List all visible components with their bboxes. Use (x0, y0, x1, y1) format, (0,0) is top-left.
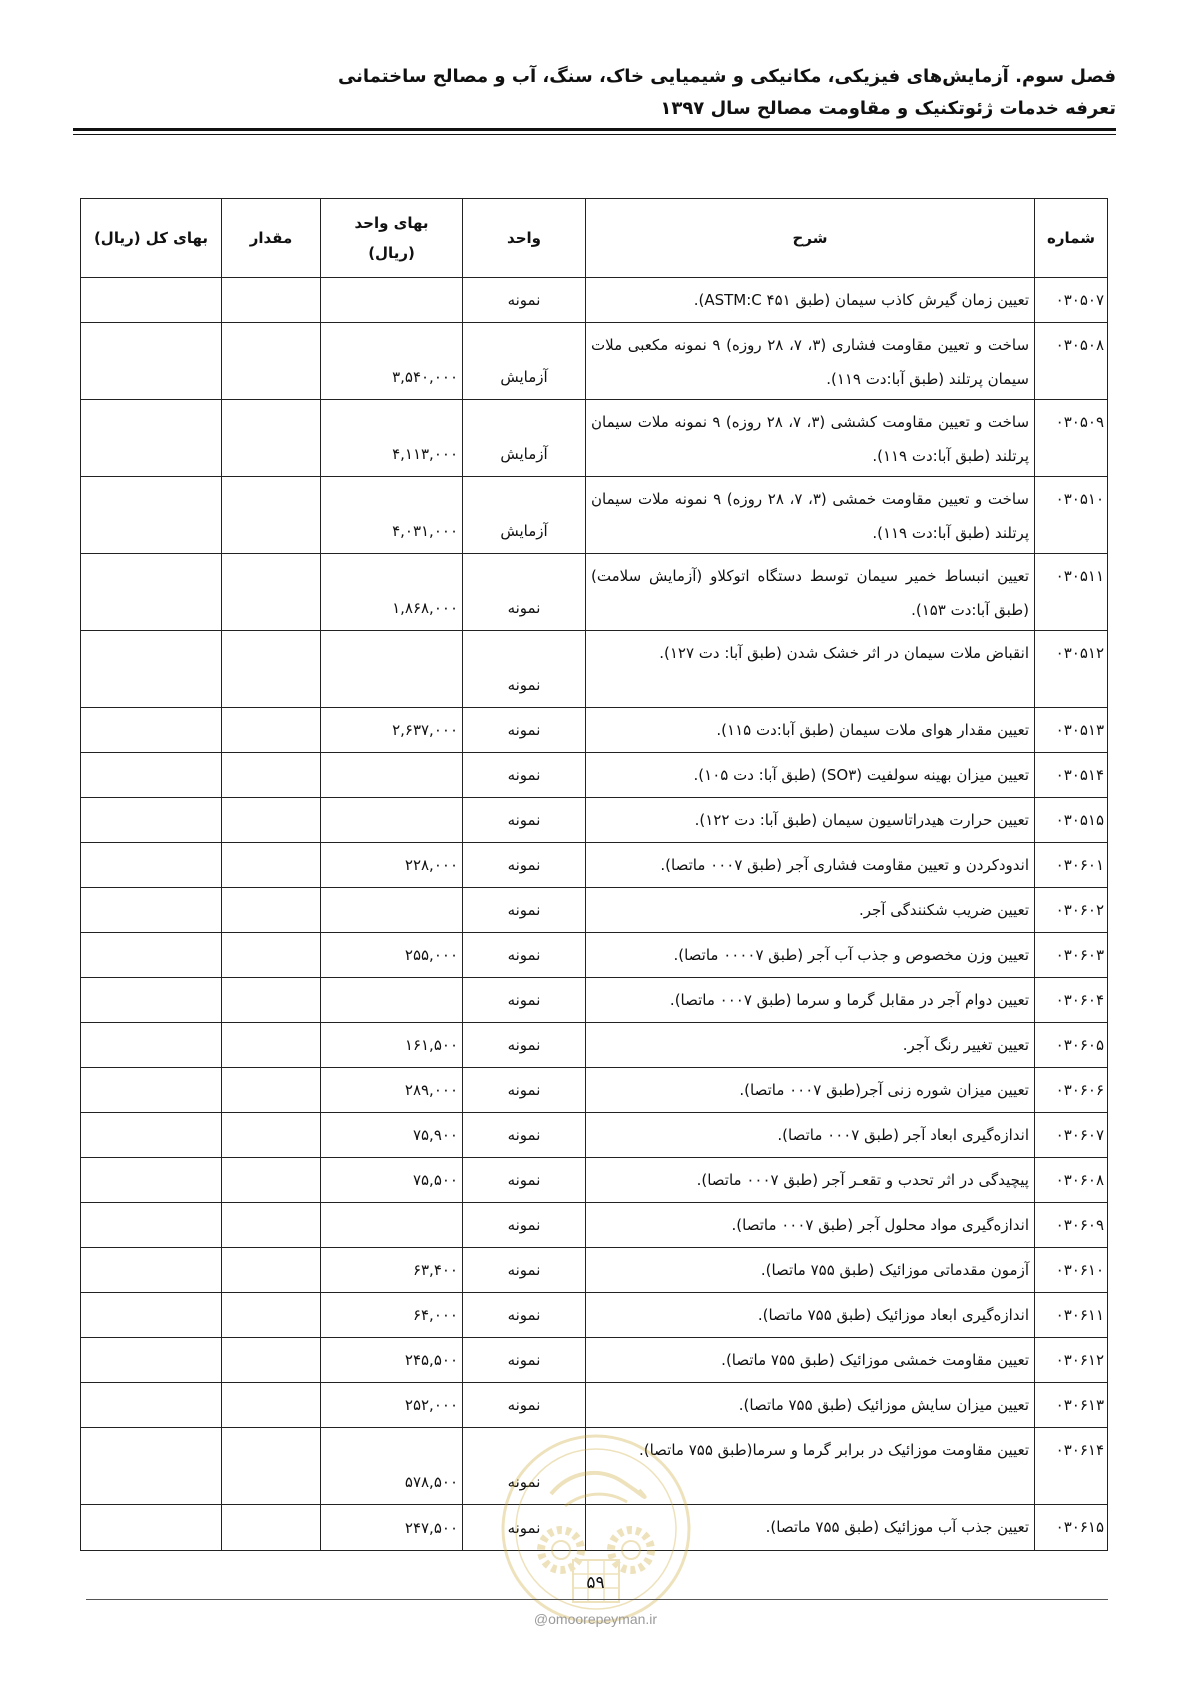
item-code-cell (1034, 1505, 1107, 1550)
item-unit: نمونه (507, 766, 541, 784)
table-body (81, 278, 1107, 1550)
item-quantity-cell (221, 708, 320, 752)
item-unit-price-cell (320, 843, 462, 887)
item-unit-price: ۵۷۸,۵۰۰ (404, 1473, 458, 1491)
item-code: ۰۳۰۶۱۲ (1055, 1351, 1104, 1369)
table-row (81, 1383, 1107, 1428)
item-unit-price-cell (320, 978, 462, 1022)
item-code: ۰۳۰۵۱۰ (1055, 490, 1104, 508)
column-header-total-price-label: بهای کل (ریال) (93, 229, 209, 247)
item-description: تعیین حرارت هیدراتاسیون سیمان (طبق آبا: دت ۱۲۲). (694, 811, 1029, 829)
table-row (81, 554, 1107, 631)
item-description-cell (585, 1293, 1034, 1337)
item-unit-price: ۴,۰۳۱,۰۰۰ (392, 522, 458, 540)
item-quantity-cell (221, 978, 320, 1022)
item-unit-price-cell (320, 1068, 462, 1112)
item-unit-price: ۲۴۵,۵۰۰ (404, 1351, 458, 1369)
item-unit: نمونه (507, 1306, 541, 1324)
item-description: تعیین انبساط خمیر سیمان توسط دستگاه اتوکلاو (آزمایش سلامت) (طبق آبا:دت ۱۵۳). (591, 567, 1029, 619)
item-code: ۰۳۰۶۰۳ (1055, 946, 1104, 964)
item-quantity-cell (221, 1203, 320, 1247)
item-quantity-cell (221, 933, 320, 977)
item-quantity-cell (221, 631, 320, 707)
item-description-cell (585, 798, 1034, 842)
item-code: ۰۳۰۶۱۴ (1055, 1441, 1104, 1459)
item-unit-cell (462, 1158, 585, 1202)
item-unit-cell (462, 1023, 585, 1067)
item-code: ۰۳۰۵۰۹ (1055, 413, 1104, 431)
item-code-cell (1034, 1338, 1107, 1382)
item-unit-price: ۷۵,۹۰۰ (412, 1126, 458, 1144)
item-description: تعیین زمان گیرش کاذب سیمان (طبق ASTM:C ۴۵۱). (693, 291, 1029, 309)
item-unit: نمونه (507, 811, 541, 829)
tariff-table (80, 198, 1108, 1551)
item-code-cell (1034, 1248, 1107, 1292)
item-code: ۰۳۰۵۰۸ (1055, 336, 1104, 354)
item-unit-cell (462, 888, 585, 932)
item-total-price-cell (81, 477, 221, 553)
item-total-price-cell (81, 400, 221, 476)
item-code-cell (1034, 1428, 1107, 1504)
item-unit-cell (462, 1068, 585, 1112)
item-unit-price-cell (320, 400, 462, 476)
item-quantity-cell (221, 1248, 320, 1292)
item-code-cell (1034, 1383, 1107, 1427)
item-total-price-cell (81, 1505, 221, 1550)
item-description: اندودکردن و تعیین مقاومت فشاری آجر (طبق ۰۰۰۷ ماتصا). (660, 856, 1029, 874)
item-description: تعیین وزن مخصوص و جذب آب آجر (طبق ۰۰۰۰۷ ماتصا). (673, 946, 1029, 964)
table-row (81, 1505, 1107, 1550)
column-header-code-label: شماره (1047, 229, 1095, 247)
item-total-price-cell (81, 843, 221, 887)
item-code-cell (1034, 1113, 1107, 1157)
item-code-cell (1034, 843, 1107, 887)
item-unit: نمونه (507, 946, 541, 964)
item-description-cell (585, 1383, 1034, 1427)
page-number: ۵۹ (586, 1573, 605, 1593)
item-unit: نمونه (507, 1171, 541, 1189)
item-quantity-cell (221, 477, 320, 553)
item-total-price-cell (81, 708, 221, 752)
item-code: ۰۳۰۶۱۰ (1055, 1261, 1104, 1279)
table-row (81, 843, 1107, 888)
website-watermark-text: @omoorepeyman.ir (533, 1611, 658, 1627)
item-quantity-cell (221, 1383, 320, 1427)
item-quantity-cell (221, 843, 320, 887)
item-description: ساخت و تعیین مقاومت خمشی (۳، ۷، ۲۸ روزه) ۹ نمونه ملات سیمان پرتلند (طبق آبا:دت ۱۱۹). (591, 490, 1030, 542)
item-total-price-cell (81, 1068, 221, 1112)
item-unit-price-cell (320, 1293, 462, 1337)
item-unit-price-cell (320, 1203, 462, 1247)
item-code-cell (1034, 278, 1107, 322)
header-rule-thin (73, 134, 1116, 135)
table-row (81, 933, 1107, 978)
item-description-cell (585, 554, 1034, 630)
item-quantity-cell (221, 1023, 320, 1067)
item-unit-cell (462, 1338, 585, 1382)
table-row (81, 323, 1107, 400)
item-unit-cell (462, 400, 585, 476)
table-row (81, 708, 1107, 753)
chapter-title: فصل سوم. آزمایش‌های فیزیکی، مکانیکی و شیمیایی خاک، سنگ، آب و مصالح ساختمانی (337, 66, 1116, 87)
table-row (81, 978, 1107, 1023)
item-code: ۰۳۰۶۱۱ (1055, 1306, 1104, 1324)
item-code-cell (1034, 888, 1107, 932)
item-unit-price: ۱,۸۶۸,۰۰۰ (392, 599, 458, 617)
item-unit-price-cell (320, 1158, 462, 1202)
item-quantity-cell (221, 1505, 320, 1550)
header-rule-thick (73, 128, 1116, 131)
item-description: ساخت و تعیین مقاومت فشاری (۳، ۷، ۲۸ روزه) ۹ نمونه مکعبی ملات سیمان پرتلند (طبق آبا:دت ۱۱۹). (591, 336, 1030, 388)
item-quantity-cell (221, 400, 320, 476)
item-unit-price-cell (320, 1383, 462, 1427)
item-unit-cell (462, 323, 585, 399)
item-unit-price: ۲۵۲,۰۰۰ (404, 1396, 458, 1414)
item-code: ۰۳۰۶۰۹ (1055, 1216, 1104, 1234)
item-total-price-cell (81, 1158, 221, 1202)
item-unit: نمونه (507, 599, 541, 617)
item-unit-cell (462, 1113, 585, 1157)
item-unit-cell (462, 631, 585, 707)
item-total-price-cell (81, 1338, 221, 1382)
item-description-cell (585, 1203, 1034, 1247)
item-unit: آزمایش (500, 368, 548, 386)
item-unit-price-cell (320, 554, 462, 630)
item-unit: نمونه (507, 1351, 541, 1369)
column-header-quantity (221, 199, 320, 277)
table-row (81, 798, 1107, 843)
item-quantity-cell (221, 1293, 320, 1337)
item-unit-cell (462, 1248, 585, 1292)
item-unit-price-cell (320, 1113, 462, 1157)
item-quantity-cell (221, 798, 320, 842)
page-header (73, 61, 1116, 125)
table-row (81, 400, 1107, 477)
item-quantity-cell (221, 554, 320, 630)
item-unit-price: ۶۳,۴۰۰ (412, 1261, 458, 1279)
item-unit-price-cell (320, 323, 462, 399)
table-row (81, 1113, 1107, 1158)
item-unit-price: ۳,۵۴۰,۰۰۰ (392, 368, 458, 386)
item-description-cell (585, 1023, 1034, 1067)
item-description-cell (585, 933, 1034, 977)
column-header-code (1034, 199, 1107, 277)
item-unit-cell (462, 1505, 585, 1550)
item-description: اندازه‌گیری مواد محلول آجر (طبق ۰۰۰۷ ماتصا). (731, 1216, 1029, 1234)
item-unit-cell (462, 798, 585, 842)
item-code-cell (1034, 978, 1107, 1022)
item-description: تعیین مقاومت موزائیک در برابر گرما و سرما(طبق ۷۵۵ ماتصا). (638, 1441, 1029, 1459)
item-description-cell (585, 477, 1034, 553)
item-unit: آزمایش (500, 522, 548, 540)
item-unit-cell (462, 933, 585, 977)
item-code-cell (1034, 323, 1107, 399)
item-description-cell (585, 278, 1034, 322)
item-code: ۰۳۰۵۱۴ (1055, 766, 1104, 784)
item-unit-cell (462, 477, 585, 553)
footer-rule (86, 1599, 1108, 1600)
table-row (81, 1203, 1107, 1248)
column-header-quantity-label: مقدار (249, 229, 293, 247)
item-description-cell (585, 1428, 1034, 1504)
item-total-price-cell (81, 1248, 221, 1292)
item-code: ۰۳۰۶۰۷ (1055, 1126, 1104, 1144)
column-header-unit-price (320, 199, 462, 277)
item-quantity-cell (221, 323, 320, 399)
item-code: ۰۳۰۶۰۱ (1055, 856, 1104, 874)
table-row (81, 888, 1107, 933)
item-description: تعیین میزان سایش موزائیک (طبق ۷۵۵ ماتصا). (738, 1396, 1029, 1414)
item-code: ۰۳۰۶۰۴ (1055, 991, 1104, 1009)
item-quantity-cell (221, 1428, 320, 1504)
item-unit-price-cell (320, 1505, 462, 1550)
item-description-cell (585, 843, 1034, 887)
item-description: اندازه‌گیری ابعاد موزائیک (طبق ۷۵۵ ماتصا). (757, 1306, 1029, 1324)
item-description: انقباض ملات سیمان در اثر خشک شدن (طبق آبا: دت ۱۲۷). (659, 644, 1029, 662)
item-description-cell (585, 631, 1034, 707)
item-unit-price: ۲,۶۳۷,۰۰۰ (392, 721, 458, 739)
item-description: پیچیدگی در اثر تحدب و تقعـر آجر (طبق ۰۰۰۷ ماتصا). (696, 1171, 1029, 1189)
item-unit: نمونه (507, 1519, 541, 1537)
item-code: ۰۳۰۶۰۸ (1055, 1171, 1104, 1189)
item-unit: نمونه (507, 1081, 541, 1099)
item-description-cell (585, 1338, 1034, 1382)
table-row (81, 1158, 1107, 1203)
item-description-cell (585, 400, 1034, 476)
item-description-cell (585, 753, 1034, 797)
table-row (81, 1338, 1107, 1383)
item-quantity-cell (221, 888, 320, 932)
item-unit-cell (462, 1293, 585, 1337)
item-total-price-cell (81, 278, 221, 322)
item-unit-cell (462, 708, 585, 752)
item-unit-price: ۷۵,۵۰۰ (412, 1171, 458, 1189)
item-total-price-cell (81, 1428, 221, 1504)
item-description-cell (585, 1113, 1034, 1157)
item-quantity-cell (221, 753, 320, 797)
item-description: تعیین تغییر رنگ آجر. (902, 1036, 1029, 1054)
item-description-cell (585, 708, 1034, 752)
item-code-cell (1034, 554, 1107, 630)
item-unit-cell (462, 978, 585, 1022)
item-total-price-cell (81, 323, 221, 399)
item-total-price-cell (81, 1293, 221, 1337)
item-unit-cell (462, 554, 585, 630)
table-row (81, 1293, 1107, 1338)
item-code-cell (1034, 1158, 1107, 1202)
table-header-row (81, 199, 1107, 278)
item-unit-price-cell (320, 1248, 462, 1292)
item-unit-price-cell (320, 1428, 462, 1504)
item-unit-cell (462, 843, 585, 887)
item-unit: نمونه (507, 1216, 541, 1234)
item-code: ۰۳۰۶۱۳ (1055, 1396, 1104, 1414)
item-unit-price: ۲۴۷,۵۰۰ (404, 1519, 458, 1537)
table-row (81, 1068, 1107, 1113)
item-unit-price-cell (320, 1338, 462, 1382)
item-unit-price-cell (320, 708, 462, 752)
item-total-price-cell (81, 554, 221, 630)
item-unit-cell (462, 1428, 585, 1504)
item-description-cell (585, 1505, 1034, 1550)
table-row (81, 1023, 1107, 1068)
item-total-price-cell (81, 753, 221, 797)
item-total-price-cell (81, 978, 221, 1022)
item-total-price-cell (81, 1203, 221, 1247)
item-unit-cell (462, 1203, 585, 1247)
item-unit-price-cell (320, 1023, 462, 1067)
item-code: ۰۳۰۶۰۶ (1055, 1081, 1104, 1099)
item-total-price-cell (81, 1383, 221, 1427)
item-unit-cell (462, 753, 585, 797)
item-unit: نمونه (507, 1473, 541, 1491)
item-total-price-cell (81, 933, 221, 977)
item-code-cell (1034, 933, 1107, 977)
item-code: ۰۳۰۵۰۷ (1055, 291, 1104, 309)
item-description: تعیین مقاومت خمشی موزائیک (طبق ۷۵۵ ماتصا). (721, 1351, 1029, 1369)
item-quantity-cell (221, 1113, 320, 1157)
item-total-price-cell (81, 798, 221, 842)
item-code-cell (1034, 400, 1107, 476)
item-code: ۰۳۰۵۱۱ (1055, 567, 1104, 585)
item-unit: نمونه (507, 901, 541, 919)
item-description-cell (585, 1158, 1034, 1202)
item-description: تعیین جذب آب موزائیک (طبق ۷۵۵ ماتصا). (765, 1518, 1029, 1536)
tariff-title: تعرفه خدمات ژئوتکنیک و مقاومت مصالح سال ۱۳۹۷ (660, 98, 1116, 119)
item-code-cell (1034, 753, 1107, 797)
column-header-unit-price-currency: (ریال) (368, 244, 415, 262)
item-code-cell (1034, 1023, 1107, 1067)
item-total-price-cell (81, 888, 221, 932)
item-total-price-cell (81, 631, 221, 707)
item-code-cell (1034, 708, 1107, 752)
item-unit-price-cell (320, 888, 462, 932)
column-header-description-label: شرح (792, 229, 828, 247)
item-unit: نمونه (507, 1036, 541, 1054)
item-quantity-cell (221, 1068, 320, 1112)
item-code-cell (1034, 798, 1107, 842)
item-unit-price-cell (320, 278, 462, 322)
item-description: تعیین میزان شوره زنی آجر(طبق ۰۰۰۷ ماتصا). (739, 1081, 1029, 1099)
item-description: تعیین دوام آجر در مقابل گرما و سرما (طبق ۰۰۰۷ ماتصا). (669, 991, 1029, 1009)
item-quantity-cell (221, 1158, 320, 1202)
item-unit-price-cell (320, 798, 462, 842)
item-description-cell (585, 1068, 1034, 1112)
column-header-total-price (81, 199, 221, 277)
item-description-cell (585, 1248, 1034, 1292)
table-row (81, 631, 1107, 708)
item-code: ۰۳۰۵۱۳ (1055, 721, 1104, 739)
item-unit-price: ۲۵۵,۰۰۰ (404, 946, 458, 964)
item-description: اندازه‌گیری ابعاد آجر (طبق ۰۰۰۷ ماتصا). (777, 1126, 1029, 1144)
column-header-unit (462, 199, 585, 277)
column-header-unit-price-label: بهای واحد (354, 214, 429, 232)
item-description: آزمون مقدماتی موزائیک (طبق ۷۵۵ ماتصا). (760, 1261, 1029, 1279)
item-unit: نمونه (507, 1396, 541, 1414)
item-unit: نمونه (507, 991, 541, 1009)
item-unit-price-cell (320, 753, 462, 797)
item-quantity-cell (221, 1338, 320, 1382)
item-unit-price: ۴,۱۱۳,۰۰۰ (392, 445, 458, 463)
table-row (81, 1248, 1107, 1293)
item-unit: نمونه (507, 1261, 541, 1279)
item-unit-price-cell (320, 933, 462, 977)
item-code-cell (1034, 1068, 1107, 1112)
item-unit-price: ۱۶۱,۵۰۰ (404, 1036, 458, 1054)
item-description: تعیین میزان بهینه سولفیت (SO۳) (طبق آبا: دت ۱۰۵). (693, 766, 1029, 784)
item-code-cell (1034, 1203, 1107, 1247)
table-row (81, 278, 1107, 323)
item-total-price-cell (81, 1113, 221, 1157)
item-unit: نمونه (507, 1126, 541, 1144)
item-description-cell (585, 323, 1034, 399)
item-description: ساخت و تعیین مقاومت کششی (۳، ۷، ۲۸ روزه) ۹ نمونه ملات سیمان پرتلند (طبق آبا:دت ۱۱۹). (591, 413, 1030, 465)
table-row (81, 1428, 1107, 1505)
column-header-unit-label: واحد (507, 229, 541, 247)
item-code: ۰۳۰۵۱۵ (1055, 811, 1104, 829)
item-unit-price: ۲۲۸,۰۰۰ (404, 856, 458, 874)
item-code: ۰۳۰۶۰۵ (1055, 1036, 1104, 1054)
item-description-cell (585, 978, 1034, 1022)
item-code: ۰۳۰۶۰۲ (1055, 901, 1104, 919)
table-row (81, 753, 1107, 798)
item-unit: نمونه (507, 721, 541, 739)
item-description: تعیین مقدار هوای ملات سیمان (طبق آبا:دت ۱۱۵). (716, 721, 1029, 739)
table-row (81, 477, 1107, 554)
item-unit: نمونه (507, 856, 541, 874)
item-unit-price: ۶۴,۰۰۰ (412, 1306, 458, 1324)
item-code-cell (1034, 631, 1107, 707)
item-code: ۰۳۰۵۱۲ (1055, 644, 1104, 662)
item-description-cell (585, 888, 1034, 932)
item-unit-price-cell (320, 631, 462, 707)
item-unit: آزمایش (500, 445, 548, 463)
item-total-price-cell (81, 1023, 221, 1067)
item-code: ۰۳۰۶۱۵ (1055, 1518, 1104, 1536)
item-code-cell (1034, 1293, 1107, 1337)
item-unit-cell (462, 278, 585, 322)
item-unit-cell (462, 1383, 585, 1427)
item-code-cell (1034, 477, 1107, 553)
item-unit-price-cell (320, 477, 462, 553)
column-header-description (585, 199, 1034, 277)
item-unit-price: ۲۸۹,۰۰۰ (404, 1081, 458, 1099)
item-quantity-cell (221, 278, 320, 322)
item-unit: نمونه (507, 291, 541, 309)
item-description: تعیین ضریب شکنندگی آجر. (858, 901, 1029, 919)
item-unit: نمونه (507, 676, 541, 694)
